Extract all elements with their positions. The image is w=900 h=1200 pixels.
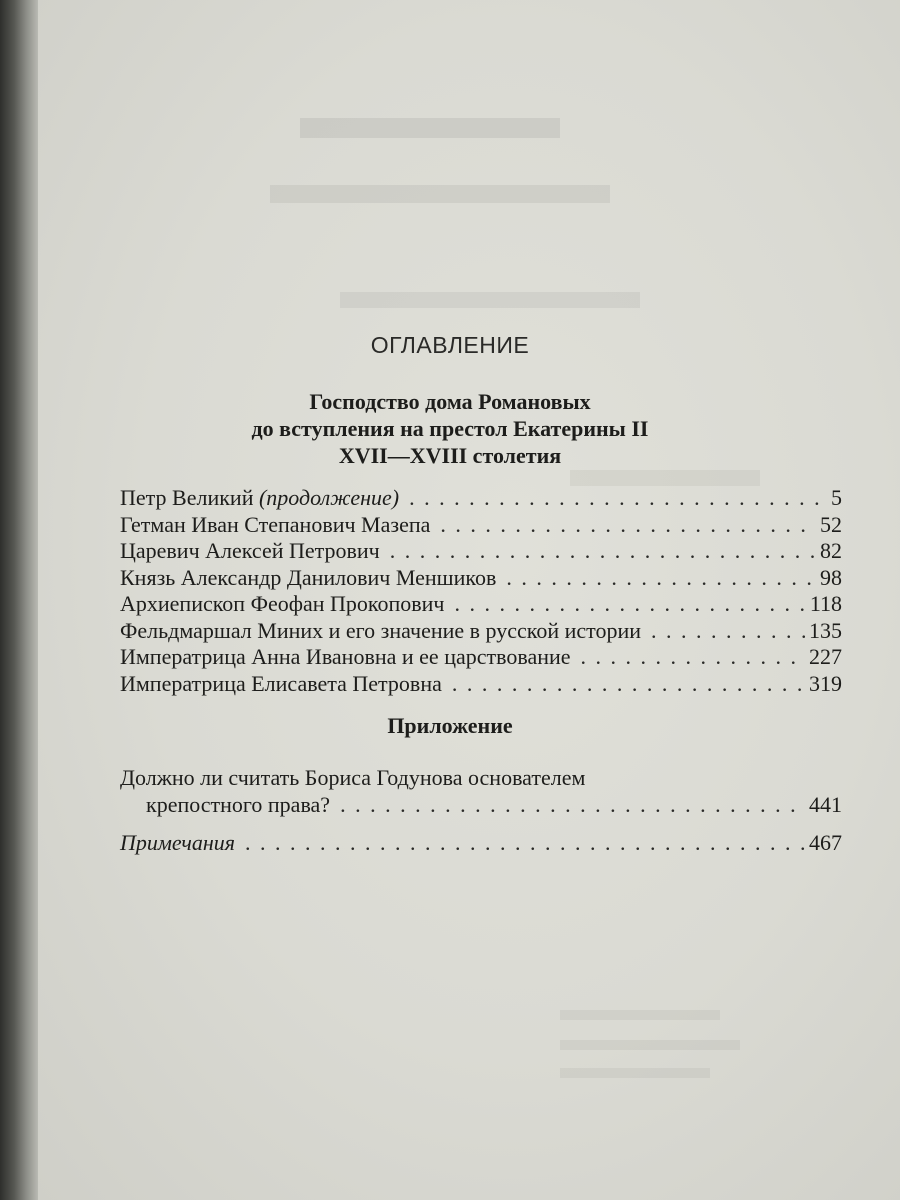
dot-leader <box>581 644 805 671</box>
toc-entry-title: Императрица Елисавета Петровна <box>120 670 442 696</box>
section-heading-line: Приложение <box>387 713 513 738</box>
toc-entry-page: 82 <box>820 538 842 563</box>
dot-leader <box>452 671 805 698</box>
toc-entry-list <box>120 485 842 697</box>
section-heading-line: до вступления на престол Екатерины II <box>251 416 649 441</box>
toc-entry-title: Императрица Анна Ивановна и ее царствование <box>120 644 571 669</box>
toc-entry-title-continued: крепостного права? <box>146 792 331 817</box>
toc-entry-page: 118 <box>809 591 842 616</box>
dot-leader <box>506 565 816 592</box>
toc-entry-page: 52 <box>820 511 842 537</box>
toc-entry <box>120 618 842 645</box>
toc-entry-title: Должно ли считать Бориса Годунова основателем <box>120 765 586 790</box>
appendix-entry-list <box>120 764 842 818</box>
toc-entry-page: 227 <box>809 644 842 669</box>
dot-leader <box>440 512 816 539</box>
toc-entry <box>120 830 842 857</box>
toc-entry <box>120 591 842 618</box>
toc-entry-page: 135 <box>809 617 842 643</box>
section-heading-romanov <box>0 388 900 469</box>
toc-entry-title-italic: (продолжение) <box>258 485 400 510</box>
toc-entry <box>120 644 842 671</box>
toc-entry <box>120 485 842 512</box>
toc-entry <box>120 671 842 698</box>
toc-entry-page: 5 <box>831 485 842 510</box>
toc-entry-title: Фельдмаршал Миних и его значение в русской истории <box>120 617 642 643</box>
dot-leader <box>340 791 805 818</box>
toc-entry-page: 319 <box>809 670 842 696</box>
dot-leader <box>454 591 805 618</box>
toc-entry <box>120 512 842 539</box>
toc-entry-title: Петр Великий <box>120 485 259 510</box>
dot-leader <box>390 538 816 565</box>
section-heading-line: XVII—XVIII столетия <box>338 443 562 468</box>
section-heading-appendix <box>0 712 900 739</box>
toc-entry-title: Царевич Алексей Петрович <box>120 538 380 563</box>
toc-entry <box>120 538 842 565</box>
section-heading-line: Господство дома Романовых <box>309 389 591 414</box>
dot-leader <box>245 830 805 857</box>
dot-leader <box>651 618 805 645</box>
toc-entry-page: 467 <box>809 830 842 855</box>
toc-entry-page: 441 <box>809 792 842 817</box>
toc-entry-page: 98 <box>820 564 842 590</box>
dot-leader <box>409 485 827 512</box>
toc-entry <box>120 565 842 592</box>
notes-entry-list <box>120 830 842 857</box>
toc-entry-title: Примечания <box>120 830 236 855</box>
toc-entry <box>120 764 842 818</box>
toc-entry-title: Архиепископ Феофан Прокопович <box>120 591 445 616</box>
toc-entry-title: Князь Александр Данилович Меншиков <box>120 564 497 590</box>
toc-entry-title: Гетман Иван Степанович Мазепа <box>120 511 431 537</box>
toc-title: ОГЛАВЛЕНИЕ <box>370 332 530 358</box>
